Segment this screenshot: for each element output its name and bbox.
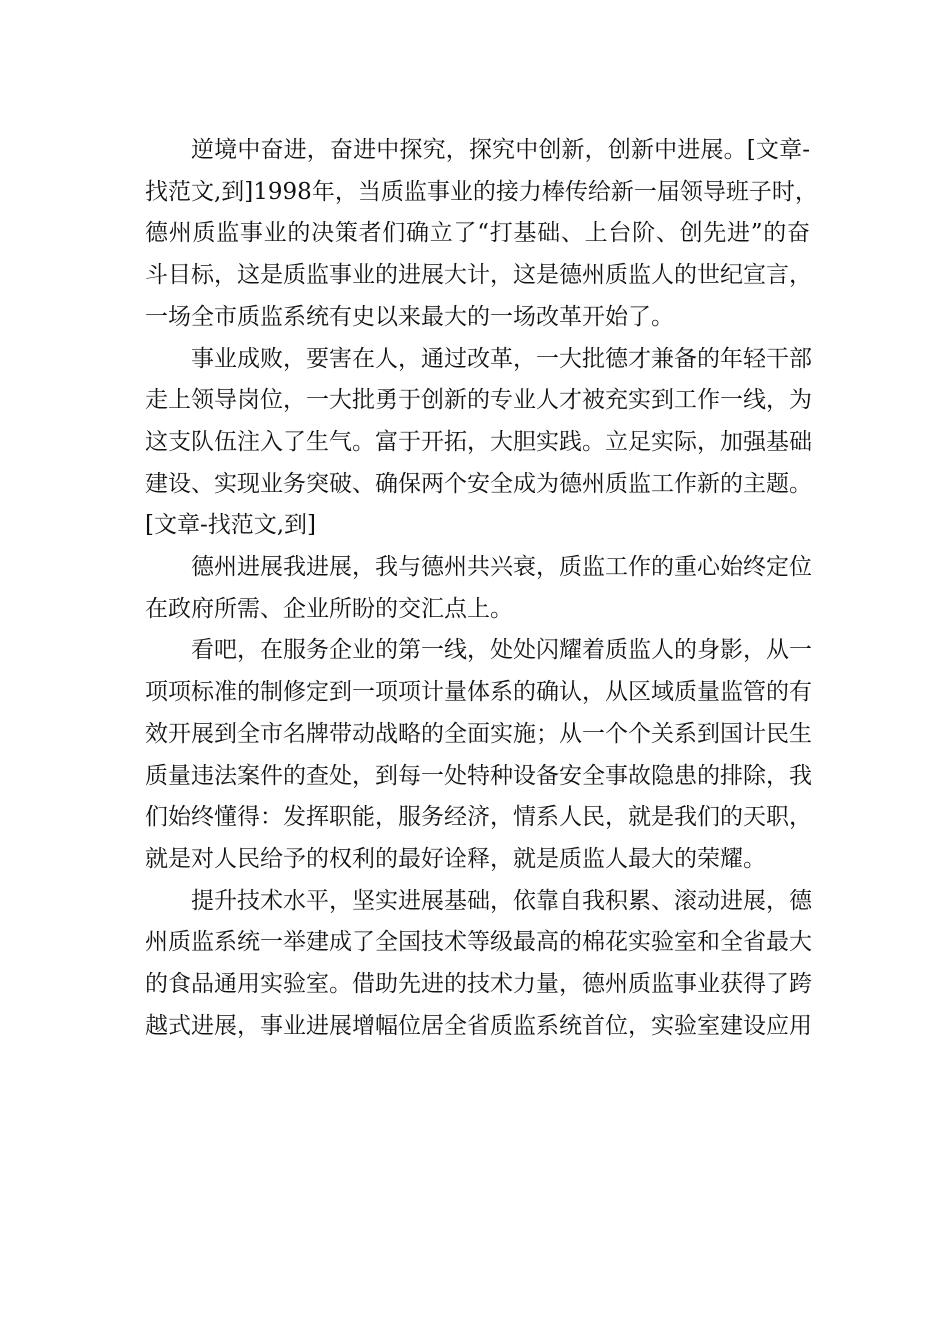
text-line: 效开展到全市名牌带动战略的全面实施；从一个个关系到国计民生 [145, 720, 812, 747]
paragraph-3 [145, 547, 810, 630]
text-line: 们始终懂得：发挥职能，服务经济，情系人民，就是我们的天职， [145, 804, 812, 831]
text-line: 找范文,到]1998年，当质监事业的接力棒传给新一届领导班子时， [145, 178, 818, 205]
paragraph-5 [145, 881, 810, 1048]
paragraph-4 [145, 630, 810, 880]
text-line: 一场全市质监系统有史以来最大的一场改革开始了。 [145, 303, 674, 330]
text-line: 看吧，在服务企业的第一线，处处闪耀着质监人的身影，从一 [191, 637, 812, 664]
text-line: 在政府所需、企业所盼的交汇点上。 [145, 595, 513, 622]
article-body [145, 130, 818, 1047]
text-line: 走上领导岗位，一大批勇于创新的专业人才被充实到工作一线，为 [145, 387, 812, 414]
text-line: 建设、实现业务突破、确保两个安全成为德州质监工作新的主题。 [145, 470, 812, 497]
text-line: 逆境中奋进，奋进中探究，探究中创新，创新中进展。[文章- [191, 137, 810, 163]
text-line: 质量违法案件的查处，到每一处特种设备安全事故隐患的排除，我 [145, 762, 812, 789]
text-line: 这支队伍注入了生气。富于开拓，大胆实践。立足实际，加强基础 [145, 428, 812, 455]
text-line: 德州进展我进展，我与德州共兴衰，质监工作的重心始终定位 [191, 554, 812, 581]
text-line: 州质监系统一举建成了全国技术等级最高的棉花实验室和全省最大 [145, 929, 812, 956]
text-line: 事业成败，要害在人，通过改革，一大批德才兼备的年轻干部 [191, 345, 812, 372]
text-line: 斗目标，这是质监事业的进展大计，这是德州质监人的世纪宣言， [145, 262, 812, 289]
text-line: 越式进展，事业进展增幅位居全省质监系统首位，实验室建设应用 [145, 1012, 812, 1039]
paragraph-1 [145, 130, 818, 339]
text-line: [文章-找范文,到] [145, 512, 317, 539]
text-line: 项项标准的制修定到一项项计量体系的确认，从区域质量监管的有 [145, 679, 812, 706]
paragraph-2 [145, 339, 810, 548]
text-line: 就是对人民给予的权利的最好诠释，就是质监人最大的荣耀。 [145, 845, 766, 872]
text-line: 提升技术水平，坚实进展基础，依靠自我积累、滚动进展，德 [191, 887, 812, 914]
text-line: 德州质监事业的决策者们确立了“打基础、上台阶、创先进”的奋 [145, 220, 810, 247]
text-line: 的食品通用实验室。借助先进的技术力量，德州质监事业获得了跨 [145, 971, 812, 998]
